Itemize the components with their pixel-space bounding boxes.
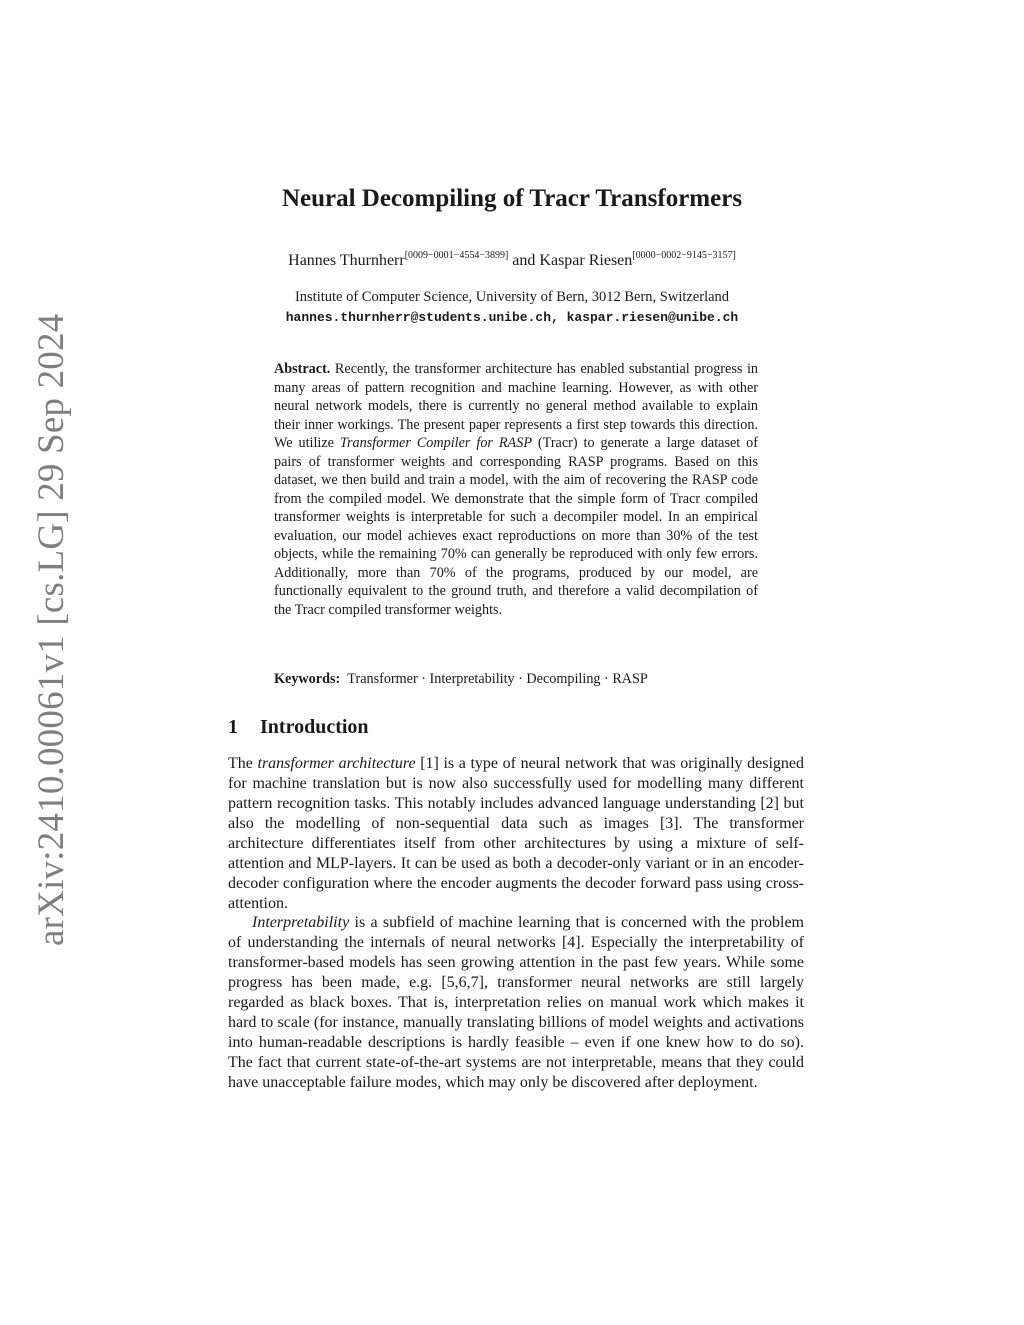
paragraph-1-italic-term: transformer architecture [257, 755, 416, 772]
paragraph-2-italic-term: Interpretability [252, 914, 350, 931]
section-title: Introduction [260, 716, 369, 738]
arxiv-side-stamp: arXiv:2410.00061v1 [cs.LG] 29 Sep 2024 [31, 313, 72, 946]
author-emails: hannes.thurnherr@students.unibe.ch, kaspar.riesen@unibe.ch [285, 310, 739, 325]
author-2-name: Kaspar Riesen [539, 252, 633, 269]
abstract-italic-term: Transformer Compiler for RASP [339, 435, 532, 451]
section-number: 1 [228, 716, 238, 738]
author-2-orcid: [0000−0002−9145−3157] [632, 250, 736, 261]
author-line [0, 252, 1024, 270]
abstract-text-2: (Tracr) to generate a large dataset of pairs of transformer weights and corresponding RASP programs. Based on this dataset, we then build and train a model, with the aim of recovering the RASP code from the compiled model. We demonstrate that the simple form of Tracr compiled transformer weights is interpretable for such a decompiler model. In an empirical evaluation, our model achieves exact reproductions on more than 30% of the test objects, while the remaining 70% can generally be reproduced with only few errors. Additionally, more than 70% of the programs, produced by our model, are functionally equivalent to the ground truth, and therefore a valid decompilation of the Tracr compiled transformer weights. [274, 435, 758, 618]
author-conjunction: and [508, 252, 540, 269]
section-heading-introduction [228, 716, 369, 739]
abstract-label: Abstract. [274, 361, 331, 377]
keywords-label: Keywords: [274, 671, 341, 687]
author-1-name: Hannes Thurnherr [288, 252, 405, 269]
abstract-text-1: Recently, the transformer architecture has enabled substantial progress in many areas of pattern recognition and machine learning. However, as with other neural network models, there is currently no general method available to explain their inner workings. The present paper represents a first step towards this direction. We utilize [274, 361, 758, 451]
paper-title: Neural Decompiling of Tracr Transformers [281, 185, 743, 212]
intro-paragraph-1 [228, 754, 804, 914]
paragraph-1-lead: The [228, 755, 258, 772]
abstract [274, 360, 758, 619]
author-1-orcid: [0009−0001−4554−3899] [404, 250, 509, 261]
affiliation: Institute of Computer Science, University of Bern, 3012 Bern, Switzerland [294, 289, 730, 305]
keywords-list: Transformer · Interpretability · Decompiling · RASP [347, 671, 648, 687]
paragraph-2-text: is a subfield of machine learning that is concerned with the problem of understanding the internals of neural networks [4]. Especially the interpretability of transformer-based models has seen growing attention in the past few years. While some progress has been made, e.g. [5,6,7], transformer neural networks are still largely regarded as black boxes. That is, interpretation relies on manual work which makes it hard to scale (for instance, manually translating billions of model weights and activations into human-readable descriptions is hardly feasible – even if one knew how to do so). The fact that current state-of-the-art systems are not interpretable, means that they could have unacceptable failure modes, which may only be discovered after deployment. [228, 914, 804, 1091]
paragraph-1-text: [1] is a type of neural network that was originally designed for machine translation but is now also successfully used for modelling many different pattern recognition tasks. This notably includes advanced language understanding [2] but also the modelling of non-sequential data such as images [3]. The transformer architecture differentiates itself from other architectures by using a mixture of self-attention and MLP-layers. It can be used as both a decoder-only variant or in an encoder-decoder configuration where the encoder augments the decoder forward pass using cross-attention. [228, 755, 805, 912]
keywords [274, 671, 758, 688]
intro-paragraph-2 [228, 913, 804, 1093]
